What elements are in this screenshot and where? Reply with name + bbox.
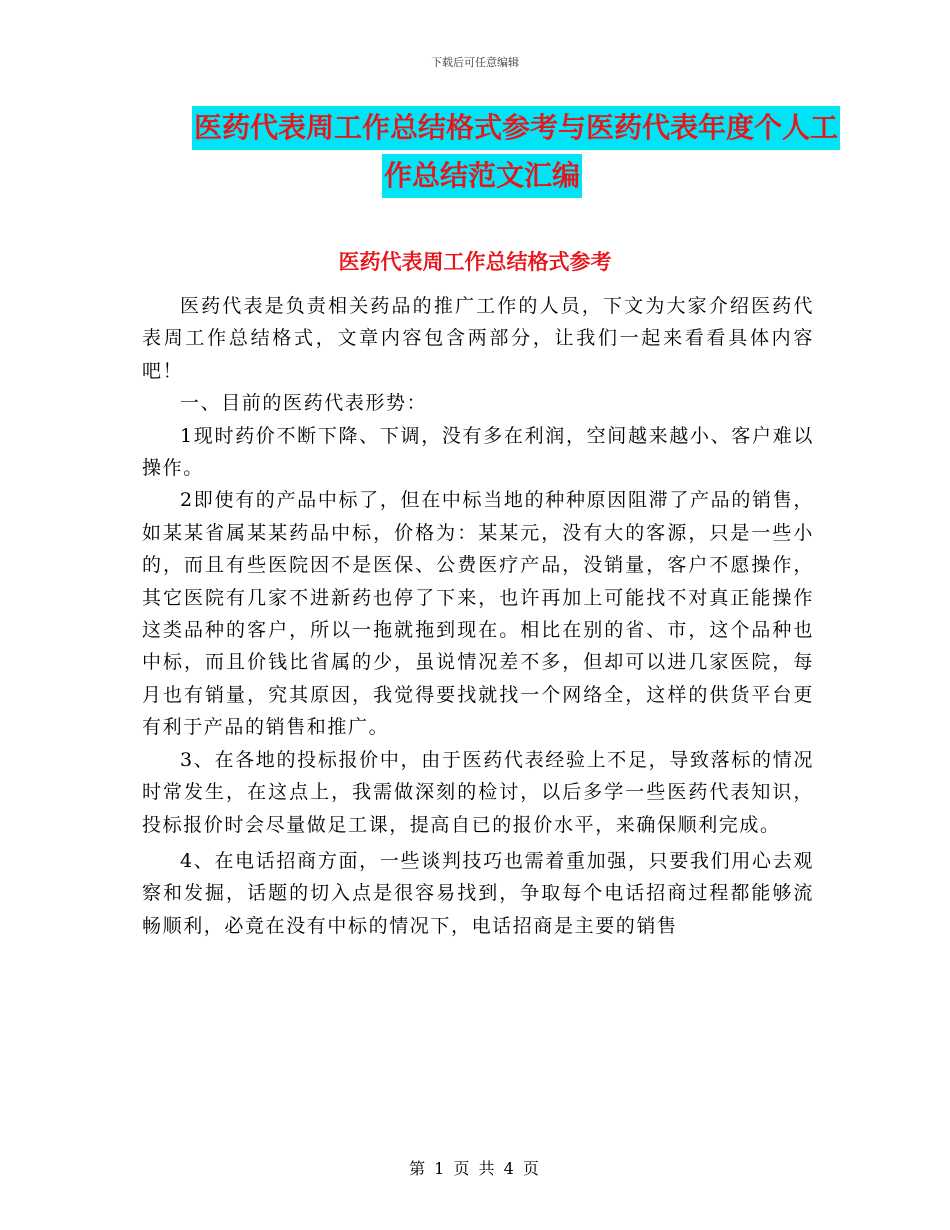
title-line-1: 医药代表周工作总结格式参考与医药代表年度个人工 xyxy=(192,106,840,150)
page-footer: 第 1 页 共 4 页 xyxy=(409,1159,541,1178)
header-note: 下载后可任意编辑 xyxy=(431,56,519,69)
paragraph-point-3: 3、在各地的投标报价中，由于医药代表经验上不足，导致落标的情况时常发生，在这点上，我需做深刻的检讨，以后多学一些医药代表知识，投标报价时会尽量做足工课，提高自已的报价水平，来确保顺利完成。 xyxy=(142,748,814,836)
paragraph-point-4: 4、在电话招商方面，一些谈判技巧也需着重加强，只要我们用心去观察和发掘，话题的切入点是很容易找到，争取每个电话招商过程都能够流畅顺利，必竟在没有中标的情况下，电话招商是主要的销售 xyxy=(142,849,814,937)
title-line-2: 作总结范文汇编 xyxy=(382,154,582,198)
paragraph-intro: 医药代表是负责相关药品的推广工作的人员，下文为大家介绍医药代表周工作总结格式，文章内容包含两部分，让我们一起来看看具体内容吧！ xyxy=(142,295,814,382)
paragraph-point-2: 2即使有的产品中标了，但在中标当地的种种原因阻滞了产品的销售，如某某省属某某药品中标，价格为：某某元，没有大的客源，只是一些小的，而且有些医院因不是医保、公费医疗产品，没销量，客户不愿操作，其它医院有几家不进新药也停了下来，也许再加上可能找不对真正能操作这类品种的客户，所以一拖就拖到现在。相比在别的省、市，这个品种也中标，而且价钱比省属的少，虽说情况差不多，但却可以进几家医院，每月也有销量，究其原因，我觉得要找就找一个网络全，这样的供货平台更有利于产品的销售和推广。 xyxy=(142,489,814,739)
paragraph-point-1: 1现时药价不断下降、下调，没有多在利润，空间越来越小、客户难以操作。 xyxy=(142,424,814,480)
paragraph-heading-1: 一、目前的医药代表形势： xyxy=(180,392,428,415)
section-title: 医药代表周工作总结格式参考 xyxy=(338,250,612,274)
document-body xyxy=(142,290,814,942)
